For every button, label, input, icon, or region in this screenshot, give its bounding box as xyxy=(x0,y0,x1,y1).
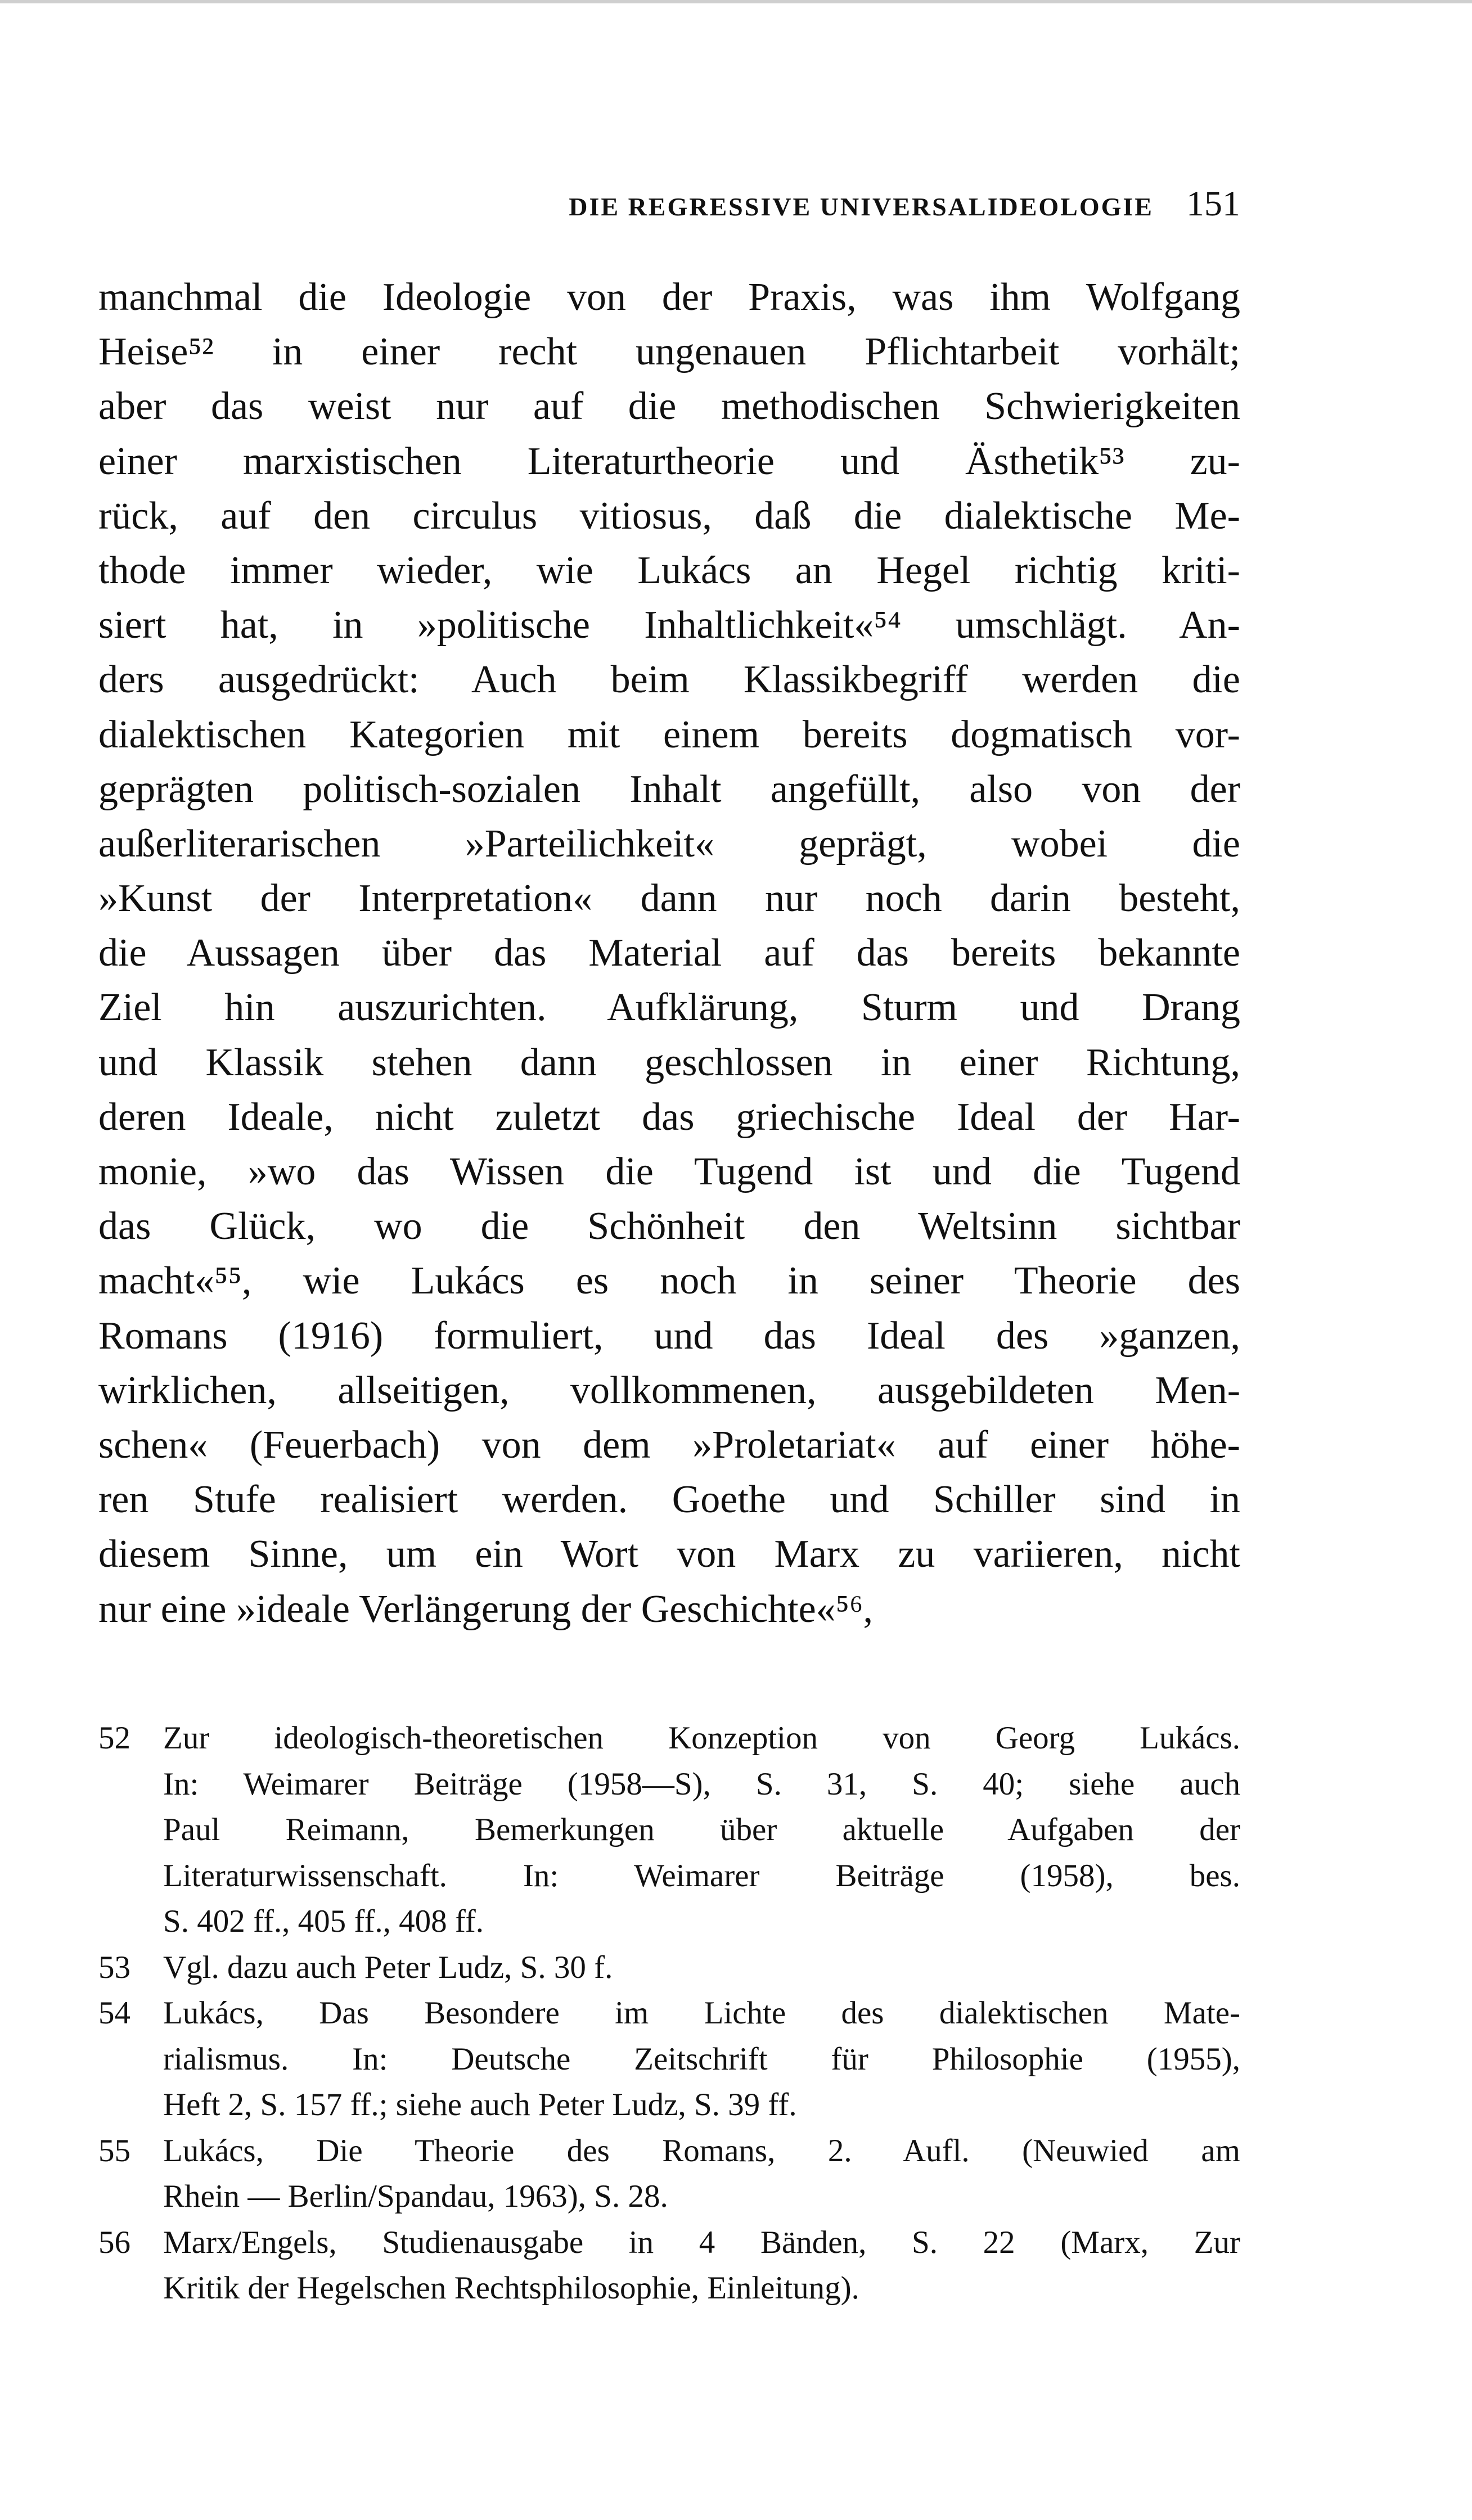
footnote-text xyxy=(163,2220,1240,2311)
footnote-line: Vgl. dazu auch Peter Ludz, S. 30 f. xyxy=(163,1949,613,1985)
footnote-number: 52 xyxy=(98,1720,130,1756)
footnote-line: rialismus. In: Deutsche Zeitschrift für Philosophie (1955), xyxy=(163,2041,1240,2077)
page-number: 151 xyxy=(1186,183,1240,223)
top-edge-rule xyxy=(0,0,1472,3)
body-line: diesem Sinne, um ein Wort von Marx zu variieren, nicht xyxy=(98,1532,1240,1576)
footnote-number: 56 xyxy=(98,2224,130,2260)
body-line: außerliterarischen »Parteilichkeit« geprägt, wobei die xyxy=(98,822,1240,865)
body-line: die Aussagen über das Material auf das bereits bekannte xyxy=(98,931,1240,975)
footnote-line: Rhein — Berlin/Spandau, 1963), S. 28. xyxy=(163,2179,668,2214)
footnote-text xyxy=(163,1715,1240,1945)
body-line: das Glück, wo die Schönheit den Weltsinn sichtbar xyxy=(98,1205,1240,1248)
running-head: DIE REGRESSIVE UNIVERSALIDEOLOGIE xyxy=(569,192,1154,221)
footnote-56 xyxy=(98,2220,1240,2311)
body-line: monie, »wo das Wissen die Tugend ist und die Tugend xyxy=(98,1150,1240,1193)
footnote-number: 53 xyxy=(98,1949,130,1985)
body-line: wirklichen, allseitigen, vollkommenen, ausgebildeten Men- xyxy=(98,1368,1240,1412)
body-line: ren Stufe realisiert werden. Goethe und Schiller sind in xyxy=(98,1478,1240,1522)
body-line: siert hat, in »politische Inhaltlichkeit«⁵⁴ umschlägt. An- xyxy=(98,603,1240,647)
body-line: schen« (Feuerbach) von dem »Proletariat« auf einer höhe- xyxy=(98,1423,1240,1467)
body-line: geprägten politisch-sozialen Inhalt angefüllt, also von der xyxy=(98,767,1240,811)
footnote-line: S. 402 ff., 405 ff., 408 ff. xyxy=(163,1904,484,1939)
footnote-number: 54 xyxy=(98,1995,130,2031)
body-line: aber das weist nur auf die methodischen Schwierigkeiten xyxy=(98,385,1240,429)
body-line: Heise⁵² in einer recht ungenauen Pflichtarbeit vorhält; xyxy=(98,330,1240,374)
body-line: Ziel hin auszurichten. Aufklärung, Sturm und Drang xyxy=(98,986,1240,1030)
body-line: einer marxistischen Literaturtheorie und Ästhetik⁵³ zu- xyxy=(98,439,1240,483)
footnote-text xyxy=(163,2128,1240,2220)
footnote-53 xyxy=(98,1945,1240,1991)
footnote-54 xyxy=(98,1990,1240,2128)
page-header xyxy=(98,183,1240,233)
body-line: deren Ideale, nicht zuletzt das griechische Ideal der Har- xyxy=(98,1095,1240,1139)
footnote-52 xyxy=(98,1715,1240,1945)
footnote-line: Kritik der Hegelschen Rechtsphilosophie, Einleitung). xyxy=(163,2270,859,2306)
body-line: »Kunst der Interpretation« dann nur noch darin besteht, xyxy=(98,877,1240,921)
footnote-text xyxy=(163,1945,1240,1991)
footnote-line: Zur ideologisch-theoretischen Konzeption von Georg Lukács. xyxy=(163,1720,1240,1756)
body-line: macht«⁵⁵, wie Lukács es noch in seiner Theorie des xyxy=(98,1259,1240,1303)
footnote-line: In: Weimarer Beiträge (1958—S), S. 31, S. 40; siehe auch xyxy=(163,1766,1240,1802)
footnote-line: Literaturwissenschaft. In: Weimarer Beiträge (1958), bes. xyxy=(163,1858,1240,1894)
body-line: manchmal die Ideologie von der Praxis, was ihm Wolfgang xyxy=(98,276,1240,319)
body-line: ders ausgedrückt: Auch beim Klassikbegriff werden die xyxy=(98,658,1240,702)
footnotes xyxy=(98,1715,1240,2311)
footnote-line: Lukács, Die Theorie des Romans, 2. Aufl. (Neuwied am xyxy=(163,2133,1240,2169)
footnote-number: 55 xyxy=(98,2133,130,2169)
footnote-line: Marx/Engels, Studienausgabe in 4 Bänden, S. 22 (Marx, Zur xyxy=(163,2224,1240,2260)
footnote-55 xyxy=(98,2128,1240,2220)
body-line: thode immer wieder, wie Lukács an Hegel richtig kriti- xyxy=(98,548,1240,592)
body-line: nur eine »ideale Verlängerung der Geschichte«⁵⁶, xyxy=(98,1587,873,1631)
footnote-text xyxy=(163,1990,1240,2128)
footnote-line: Lukács, Das Besondere im Lichte des dialektischen Mate- xyxy=(163,1995,1240,2031)
body-line: dialektischen Kategorien mit einem bereits dogmatisch vor- xyxy=(98,713,1240,756)
footnote-line: Heft 2, S. 157 ff.; siehe auch Peter Ludz, S. 39 ff. xyxy=(163,2087,797,2122)
body-line: Romans (1916) formuliert, und das Ideal des »ganzen, xyxy=(98,1314,1240,1358)
body-line: und Klassik stehen dann geschlossen in einer Richtung, xyxy=(98,1040,1240,1084)
footnote-line: Paul Reimann, Bemerkungen über aktuelle Aufgaben der xyxy=(163,1812,1240,1847)
body-text xyxy=(98,270,1240,1637)
body-line: rück, auf den circulus vitiosus, daß die dialektische Me- xyxy=(98,494,1240,538)
